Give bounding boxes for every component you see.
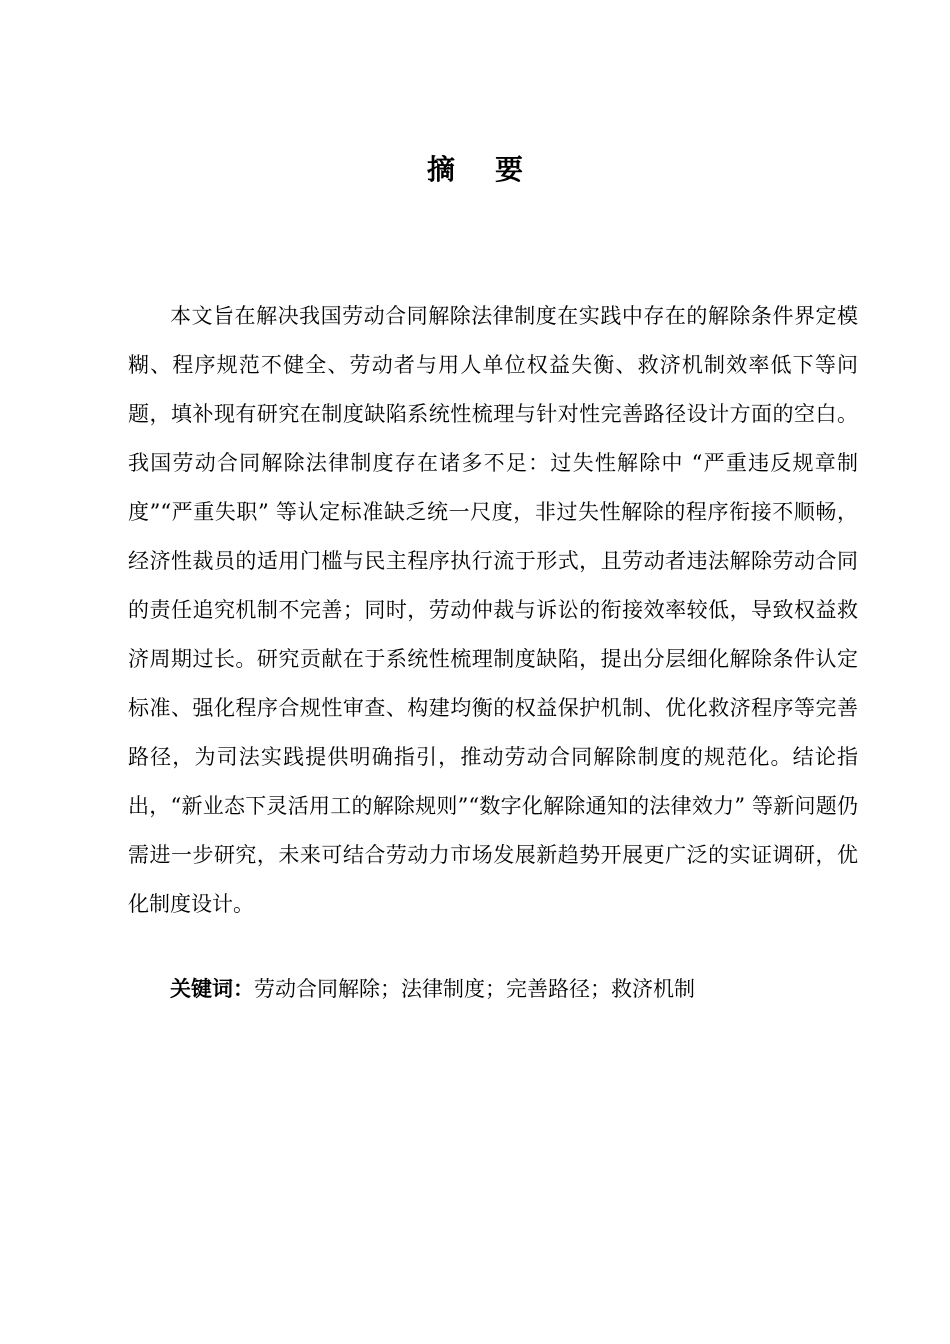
keywords-label: 关键词： (170, 977, 254, 1001)
keywords-value: 劳动合同解除；法律制度；完善路径；救济机制 (254, 977, 695, 1001)
page-title (0, 150, 950, 190)
page-title-char-1: 摘 (426, 153, 455, 186)
page-title-char-2: 要 (495, 153, 524, 186)
abstract-paragraph: 本文旨在解决我国劳动合同解除法律制度在实践中存在的解除条件界定模糊、程序规范不健全、劳动者与用人单位权益失衡、救济机制效率低下等问题，填补现有研究在制度缺陷系统性梳理与针对性完善路径设计方面的空白。我国劳动合同解除法律制度存在诸多不足：过失性解除中 “严重违反规章制度”“严重失职” 等认定标准缺乏统一尺度，非过失性解除的程序衔接不顺畅，经济性裁员的适用门槛与民主程序执行流于形式，且劳动者违法解除劳动合同的责任追究机制不完善；同时，劳动仲裁与诉讼的衔接效率较低，导致权益救济周期过长。研究贡献在于系统性梳理制度缺陷，提出分层细化解除条件认定标准、强化程序合规性审查、构建均衡的权益保护机制、优化救济程序等完善路径，为司法实践提供明确指引，推动劳动合同解除制度的规范化。结论指出，“新业态下灵活用工的解除规则”“数字化解除通知的法律效力” 等新问题仍需进一步研究，未来可结合劳动力市场发展新趋势开展更广泛的实证调研，优化制度设计。 (128, 304, 858, 916)
keywords-line (170, 966, 870, 1012)
